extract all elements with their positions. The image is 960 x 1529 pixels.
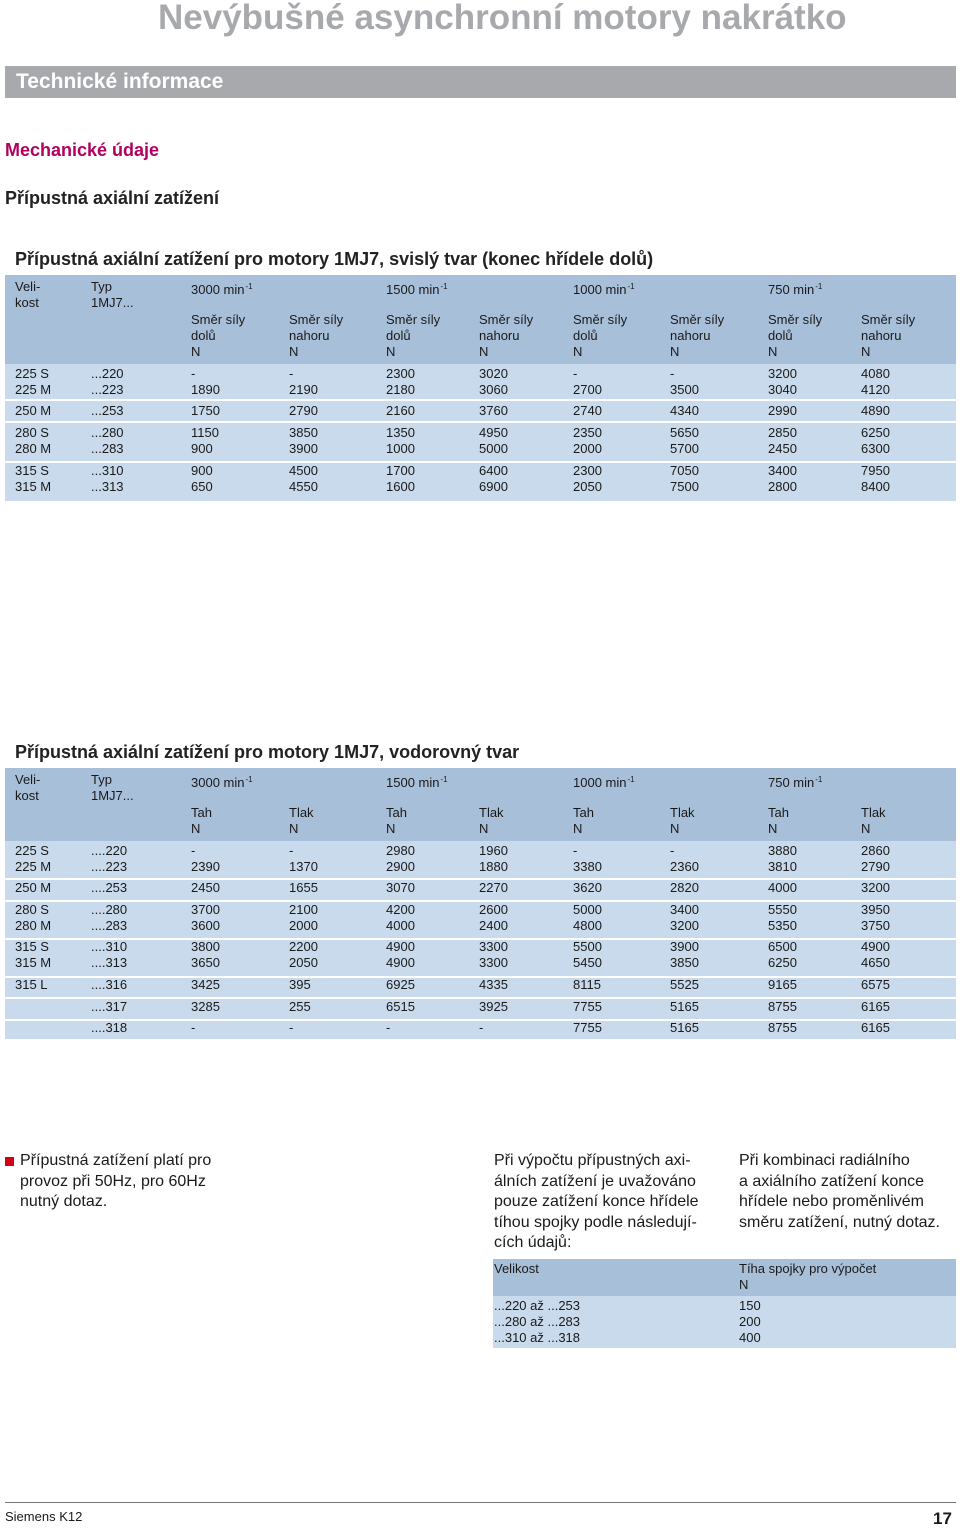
table-cell: 6300 xyxy=(861,441,890,456)
row-type: ...253 xyxy=(91,403,124,418)
table-cell: 4550 xyxy=(289,479,318,494)
table-cell: - xyxy=(191,366,196,381)
column-subheader: Tah xyxy=(768,805,789,820)
note-line: Přípustná zatížení platí pro xyxy=(20,1152,212,1169)
table-cell: 1960 xyxy=(479,843,508,858)
speed-exponent: -1 xyxy=(815,775,823,784)
coupling-size: ...220 až ...253 xyxy=(494,1298,581,1313)
table-cell: 5550 xyxy=(768,902,797,917)
column-subheader: Směr síly xyxy=(861,312,916,327)
speed-label: 3000 min xyxy=(191,775,245,790)
row-type: ...310 xyxy=(91,463,124,478)
table1-title: Přípustná axiální zatížení pro motory 1MJ7, svislý tvar (konec hřídele dolů) xyxy=(15,249,654,269)
table-cell: 4950 xyxy=(479,425,508,440)
row-type: ...280 xyxy=(91,425,124,440)
column-subheader: nahoru xyxy=(289,328,330,343)
table-cell: 3620 xyxy=(573,880,602,895)
row-type: ....253 xyxy=(91,880,128,895)
note-line: a axiálního zatížení konce xyxy=(739,1172,925,1190)
note-line: álních zatížení je uvažováno xyxy=(494,1172,696,1190)
column-subheader: dolů xyxy=(386,328,411,343)
column-subheader: N xyxy=(573,344,583,359)
header-type: Typ xyxy=(91,772,112,787)
table-cell: 1655 xyxy=(289,880,318,895)
table-cell: 7500 xyxy=(670,479,699,494)
table-cell: 4080 xyxy=(861,366,890,381)
row-size: 315 M xyxy=(15,955,52,970)
column-subheader: dolů xyxy=(573,328,598,343)
table-cell: 5000 xyxy=(573,902,602,917)
coupling-header-size: Velikost xyxy=(494,1261,539,1276)
table-cell: 2200 xyxy=(289,939,318,954)
speed-header xyxy=(573,772,635,791)
table-cell: 8115 xyxy=(573,977,601,992)
column-subheader: Tlak xyxy=(289,805,314,820)
table-cell: 5700 xyxy=(670,441,699,456)
table-cell: 2160 xyxy=(386,403,415,418)
row-type: ...220 xyxy=(91,366,124,381)
footer-brand: Siemens K12 xyxy=(5,1509,83,1524)
speed-label: 750 min xyxy=(768,282,815,297)
table-cell: 8755 xyxy=(768,1020,797,1035)
table-cell: 2100 xyxy=(289,902,318,917)
table-cell: 5000 xyxy=(479,441,508,456)
row-size: 315 L xyxy=(15,977,48,992)
table-cell: - xyxy=(573,366,578,381)
table-cell: - xyxy=(386,1020,391,1035)
table-cell: 3200 xyxy=(861,880,890,895)
row-type: ...283 xyxy=(91,441,124,456)
column-subheader: Směr síly xyxy=(479,312,534,327)
row-size: 315 S xyxy=(15,939,49,954)
row-size: 315 M xyxy=(15,479,52,494)
column-subheader: Tah xyxy=(573,805,594,820)
table-cell: 2350 xyxy=(573,425,602,440)
table-cell: - xyxy=(289,366,294,381)
column-subheader: N xyxy=(861,821,871,836)
row-size: 280 M xyxy=(15,441,52,456)
table-cell: 8755 xyxy=(768,999,797,1014)
note-middle xyxy=(494,1151,699,1254)
table-cell: 8400 xyxy=(861,479,890,494)
table-cell: 3800 xyxy=(191,939,220,954)
table-cell: - xyxy=(479,1020,484,1035)
page-title: Nevýbušné asynchronní motory nakrátko xyxy=(158,0,847,37)
header-size: kost xyxy=(15,295,39,310)
table-cell: 3650 xyxy=(191,955,220,970)
note-line: Při výpočtu přípustných axi- xyxy=(494,1152,691,1169)
table-cell: 2000 xyxy=(289,918,318,933)
table-cell: 7050 xyxy=(670,463,699,478)
table-cell: 2450 xyxy=(768,441,797,456)
table-cell: 3020 xyxy=(479,366,508,381)
header-size: kost xyxy=(15,788,39,803)
table-cell: 255 xyxy=(289,999,311,1014)
table-cell: 2860 xyxy=(861,843,890,858)
table-cell: 6925 xyxy=(386,977,415,992)
table-cell: 3380 xyxy=(573,859,602,874)
row-size: 250 M xyxy=(15,880,52,895)
table-cell: 3950 xyxy=(861,902,890,917)
heading-mechanical: Mechanické údaje xyxy=(5,140,160,160)
column-subheader: N xyxy=(191,344,201,359)
page-number: 17 xyxy=(933,1509,952,1528)
coupling-header-weight: Tíha spojky pro výpočet xyxy=(739,1261,877,1276)
table-cell: 2300 xyxy=(573,463,602,478)
column-subheader: N xyxy=(386,344,396,359)
table-cell: 3070 xyxy=(386,880,415,895)
table-cell: 4200 xyxy=(386,902,415,917)
table-vertical xyxy=(5,275,956,501)
table-cell: 2050 xyxy=(573,479,602,494)
speed-exponent: -1 xyxy=(245,282,253,291)
speed-label: 3000 min xyxy=(191,282,245,297)
row-size: 280 M xyxy=(15,918,52,933)
table-cell: 2850 xyxy=(768,425,797,440)
note-line: hřídele nebo proměnlivém xyxy=(739,1193,924,1210)
row-size: 280 S xyxy=(15,902,49,917)
row-size: 315 S xyxy=(15,463,49,478)
table-cell: 3060 xyxy=(479,382,508,397)
row-type: ....283 xyxy=(91,918,128,933)
table-cell: 7755 xyxy=(573,1020,602,1035)
header-size: Veli- xyxy=(15,279,41,294)
header-type: 1MJ7... xyxy=(91,295,134,310)
table-cell: 3200 xyxy=(768,366,797,381)
column-subheader: N xyxy=(479,821,489,836)
coupling-table-header xyxy=(493,1259,956,1296)
row-type: ....317 xyxy=(91,999,128,1014)
table-cell: 3600 xyxy=(191,918,220,933)
table-cell: 2700 xyxy=(573,382,602,397)
table-cell: 4000 xyxy=(768,880,797,895)
table-cell: 3900 xyxy=(289,441,318,456)
speed-header xyxy=(191,279,253,298)
table-cell: 3850 xyxy=(670,955,699,970)
table-cell: 2270 xyxy=(479,880,508,895)
row-type: ...313 xyxy=(91,479,124,494)
note-line: provoz při 50Hz, pro 60Hz xyxy=(20,1172,206,1190)
row-size: 225 M xyxy=(15,859,52,874)
table-horizontal xyxy=(5,768,956,1039)
footer-divider xyxy=(5,1502,956,1503)
row-size: 280 S xyxy=(15,425,49,440)
table-cell: 1000 xyxy=(386,441,415,456)
table-cell: 4800 xyxy=(573,918,602,933)
table-cell: 5500 xyxy=(573,939,602,954)
header-size: Veli- xyxy=(15,772,41,787)
table-cell: - xyxy=(573,843,578,858)
table-cell: 2790 xyxy=(289,403,318,418)
column-subheader: N xyxy=(386,821,396,836)
table-cell: 1150 xyxy=(191,425,219,440)
table-cell: 2740 xyxy=(573,403,602,418)
coupling-weight: 400 xyxy=(739,1330,761,1345)
speed-exponent: -1 xyxy=(627,775,635,784)
column-subheader: Směr síly xyxy=(289,312,344,327)
bullet-icon xyxy=(5,1157,14,1166)
table-cell: 4340 xyxy=(670,403,699,418)
table-cell: 6165 xyxy=(861,999,890,1014)
coupling-size: ...280 až ...283 xyxy=(494,1314,581,1329)
table-cell: 3285 xyxy=(191,999,220,1014)
column-subheader: Tah xyxy=(191,805,212,820)
table-cell: 2400 xyxy=(479,918,508,933)
speed-exponent: -1 xyxy=(440,282,448,291)
table-cell: 4900 xyxy=(386,955,415,970)
column-subheader: Směr síly xyxy=(191,312,246,327)
row-type: ....316 xyxy=(91,977,128,992)
table-cell: 3300 xyxy=(479,955,508,970)
table-cell: 5650 xyxy=(670,425,699,440)
column-subheader: N xyxy=(289,344,299,359)
coupling-header-unit: N xyxy=(739,1277,749,1292)
column-subheader: Tah xyxy=(386,805,407,820)
table-cell: 3880 xyxy=(768,843,797,858)
table-cell: 4900 xyxy=(861,939,890,954)
note-line: směru zatížení, nutný dotaz. xyxy=(739,1213,940,1231)
table-cell: 3040 xyxy=(768,382,797,397)
column-subheader: N xyxy=(191,821,201,836)
table-cell: 900 xyxy=(191,463,213,478)
column-subheader: Tlak xyxy=(861,805,886,820)
row-type: ....220 xyxy=(91,843,128,858)
note-line: cích údajů: xyxy=(494,1234,572,1251)
table-cell: 2050 xyxy=(289,955,318,970)
table-cell: 3200 xyxy=(670,918,699,933)
speed-exponent: -1 xyxy=(245,775,253,784)
table-cell: 3925 xyxy=(479,999,508,1014)
column-subheader: N xyxy=(861,344,871,359)
row-type: ....313 xyxy=(91,955,128,970)
column-subheader: Tlak xyxy=(670,805,695,820)
row-size: 225 M xyxy=(15,382,52,397)
column-subheader: dolů xyxy=(768,328,793,343)
table-cell: 6165 xyxy=(861,1020,890,1035)
table-cell: 6515 xyxy=(386,999,415,1014)
coupling-weight-table xyxy=(493,1259,956,1348)
table-cell: 3760 xyxy=(479,403,508,418)
speed-label: 1500 min xyxy=(386,282,440,297)
coupling-weight: 200 xyxy=(739,1314,761,1329)
table-cell: 6500 xyxy=(768,939,797,954)
table-cell: 2360 xyxy=(670,859,699,874)
header-type: Typ xyxy=(91,279,112,294)
table-cell: 2300 xyxy=(386,366,415,381)
column-subheader: N xyxy=(768,821,778,836)
section-bar-label: Technické informace xyxy=(16,70,224,93)
table-cell: 5165 xyxy=(670,999,699,1014)
table-cell: 2820 xyxy=(670,880,699,895)
coupling-weight: 150 xyxy=(739,1298,761,1313)
table-cell: 900 xyxy=(191,441,213,456)
table-cell: - xyxy=(289,843,294,858)
table-cell: 5165 xyxy=(670,1020,699,1035)
table-cell: 6400 xyxy=(479,463,508,478)
table-cell: - xyxy=(670,843,675,858)
table-cell: 3900 xyxy=(670,939,699,954)
table-cell: 2600 xyxy=(479,902,508,917)
row-type: ....280 xyxy=(91,902,128,917)
speed-header xyxy=(386,279,448,298)
table-cell: 2190 xyxy=(289,382,318,397)
table-cell: 395 xyxy=(289,977,311,992)
table-cell: 4500 xyxy=(289,463,318,478)
table-cell: 3300 xyxy=(479,939,508,954)
table-cell: 1600 xyxy=(386,479,415,494)
column-subheader: N xyxy=(670,344,680,359)
table-cell: 7950 xyxy=(861,463,890,478)
speed-label: 750 min xyxy=(768,775,815,790)
row-size: 250 M xyxy=(15,403,52,418)
table2-title: Přípustná axiální zatížení pro motory 1MJ7, vodorovný tvar xyxy=(15,742,520,762)
table-cell: 3400 xyxy=(670,902,699,917)
note-line: pouze zatížení konce hřídele xyxy=(494,1193,699,1210)
note-right xyxy=(739,1151,940,1233)
row-type: ....223 xyxy=(91,859,128,874)
table-cell: 4890 xyxy=(861,403,890,418)
column-subheader: Směr síly xyxy=(386,312,441,327)
table-cell: 6900 xyxy=(479,479,508,494)
note-line: Při kombinaci radiálního xyxy=(739,1152,910,1169)
table-cell: 2390 xyxy=(191,859,220,874)
table-cell: - xyxy=(191,843,196,858)
column-subheader: dolů xyxy=(191,328,216,343)
section-bar xyxy=(5,66,956,98)
table-cell: 5525 xyxy=(670,977,699,992)
table-cell: 3850 xyxy=(289,425,318,440)
speed-label: 1000 min xyxy=(573,775,627,790)
speed-header xyxy=(768,279,822,298)
column-subheader: Směr síly xyxy=(768,312,823,327)
table-cell: 3700 xyxy=(191,902,220,917)
row-size: 225 S xyxy=(15,843,49,858)
column-subheader: N xyxy=(479,344,489,359)
table-cell: 6250 xyxy=(861,425,890,440)
column-subheader: Směr síly xyxy=(573,312,628,327)
table-cell: 6575 xyxy=(861,977,890,992)
table-cell: 4650 xyxy=(861,955,890,970)
note-left xyxy=(20,1151,211,1213)
speed-exponent: -1 xyxy=(440,775,448,784)
note-line: tíhou spojky podle následují- xyxy=(494,1213,697,1231)
coupling-size: ...310 až ...318 xyxy=(494,1330,581,1345)
table-cell: 4335 xyxy=(479,977,508,992)
row-type: ....318 xyxy=(91,1020,128,1035)
column-subheader: N xyxy=(289,821,299,836)
table-cell: 4900 xyxy=(386,939,415,954)
note-line: nutný dotaz. xyxy=(20,1193,108,1210)
table-cell: - xyxy=(670,366,675,381)
speed-exponent: -1 xyxy=(815,282,823,291)
column-subheader: Směr síly xyxy=(670,312,725,327)
table-cell: 1880 xyxy=(479,859,508,874)
table-cell: 1350 xyxy=(386,425,415,440)
table-cell: 3425 xyxy=(191,977,220,992)
table-cell: 2900 xyxy=(386,859,415,874)
speed-exponent: -1 xyxy=(627,282,635,291)
table-cell: 2980 xyxy=(386,843,415,858)
table-cell: 2990 xyxy=(768,403,797,418)
table-cell: 5350 xyxy=(768,918,797,933)
table-cell: 1370 xyxy=(289,859,318,874)
table-cell: 2000 xyxy=(573,441,602,456)
column-subheader: N xyxy=(573,821,583,836)
table-cell: 2790 xyxy=(861,859,890,874)
speed-header xyxy=(573,279,635,298)
table-cell: 3810 xyxy=(768,859,797,874)
column-subheader: nahoru xyxy=(479,328,520,343)
column-subheader: nahoru xyxy=(861,328,902,343)
speed-header xyxy=(191,772,253,791)
table-cell: 3500 xyxy=(670,382,699,397)
table-cell: 1750 xyxy=(191,403,220,418)
table-cell: 1700 xyxy=(386,463,415,478)
table-cell: 1890 xyxy=(191,382,220,397)
table-cell: 4000 xyxy=(386,918,415,933)
table-cell: 2800 xyxy=(768,479,797,494)
table-cell: - xyxy=(289,1020,294,1035)
column-subheader: Tlak xyxy=(479,805,504,820)
row-size: 225 S xyxy=(15,366,49,381)
table-cell: 2180 xyxy=(386,382,415,397)
speed-label: 1500 min xyxy=(386,775,440,790)
heading-axial-loads: Přípustná axiální zatížení xyxy=(5,188,220,208)
speed-label: 1000 min xyxy=(573,282,627,297)
table-cell: 3750 xyxy=(861,918,890,933)
header-type: 1MJ7... xyxy=(91,788,134,803)
row-type: ....310 xyxy=(91,939,128,954)
speed-header xyxy=(768,772,822,791)
table-cell: 6250 xyxy=(768,955,797,970)
speed-header xyxy=(386,772,448,791)
table-cell: 9165 xyxy=(768,977,797,992)
table-cell: 650 xyxy=(191,479,213,494)
table-cell: 3400 xyxy=(768,463,797,478)
column-subheader: N xyxy=(768,344,778,359)
table-cell: 5450 xyxy=(573,955,602,970)
column-subheader: nahoru xyxy=(670,328,711,343)
table-cell: 4120 xyxy=(861,382,890,397)
table-cell: 2450 xyxy=(191,880,220,895)
row-type: ...223 xyxy=(91,382,124,397)
table-cell: - xyxy=(191,1020,196,1035)
column-subheader: N xyxy=(670,821,680,836)
table-cell: 7755 xyxy=(573,999,602,1014)
